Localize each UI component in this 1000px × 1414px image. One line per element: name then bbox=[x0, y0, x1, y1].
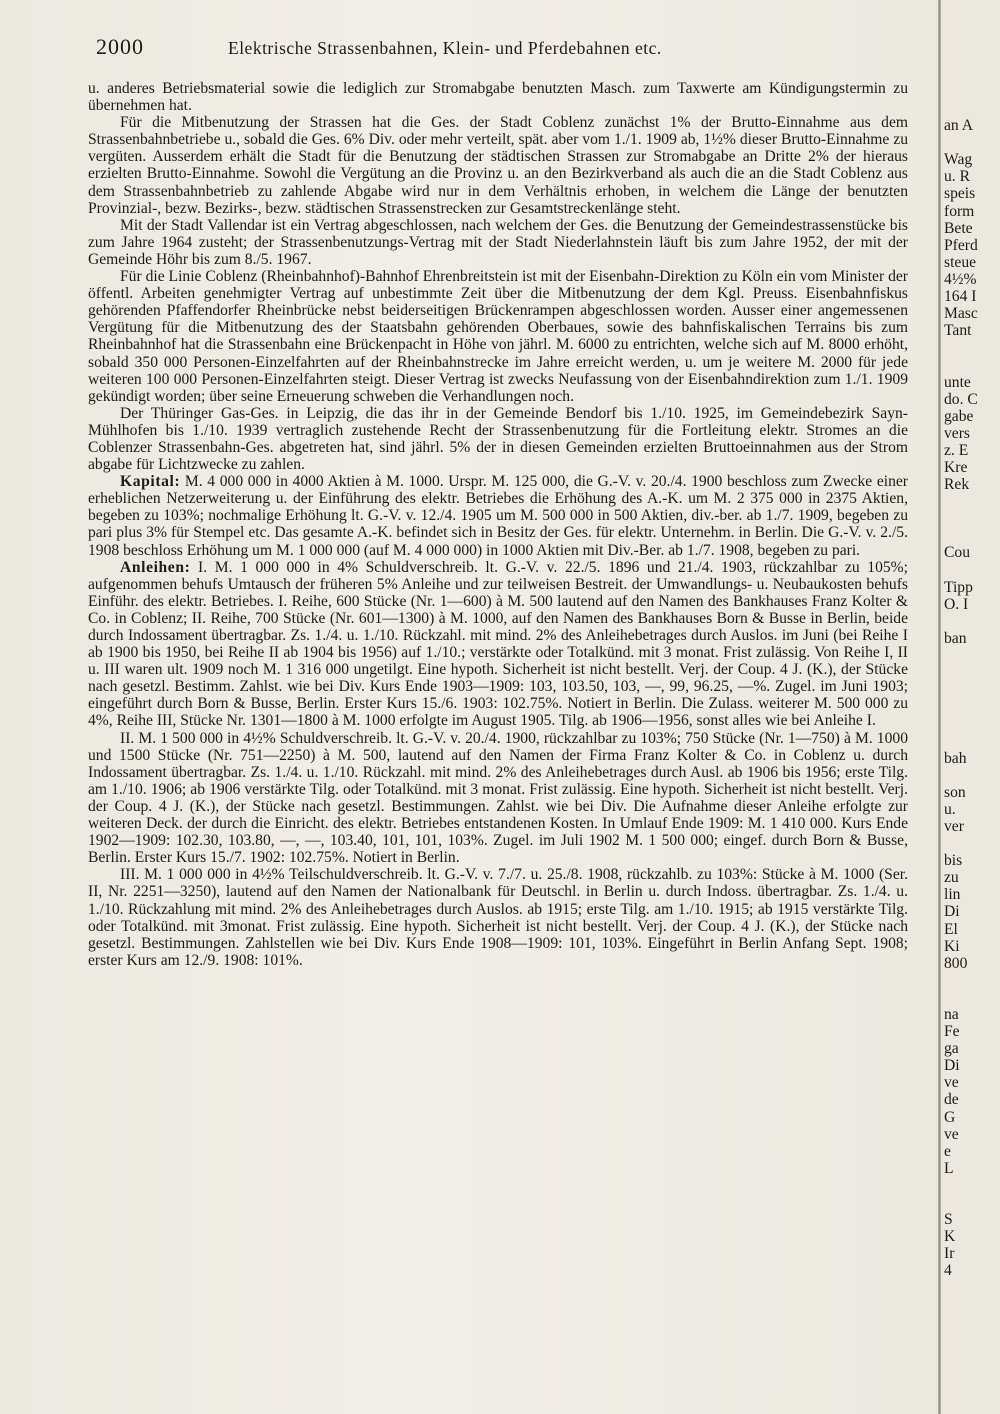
adjacent-page-edge bbox=[944, 100, 1000, 1400]
edge-fragment: 4½% bbox=[944, 270, 977, 288]
edge-fragment: O. I bbox=[944, 595, 969, 613]
edge-fragment: lin bbox=[944, 886, 961, 904]
edge-fragment bbox=[944, 972, 1000, 989]
edge-fragment bbox=[944, 134, 1000, 151]
edge-fragment bbox=[944, 835, 1000, 852]
edge-fragment bbox=[944, 613, 1000, 630]
edge-fragment: steue bbox=[944, 253, 977, 271]
edge-fragment: bis bbox=[944, 852, 963, 870]
edge-fragment: u. R bbox=[944, 168, 970, 186]
paragraph-text: M. 4 000 000 in 4000 Aktien à M. 1000. Urspr. M. 125 000, die G.-V. v. 20./4. 1900 beschloss zum Zwecke einer erheblichen Netzerweiterung u. der Einführung des elektr. Betriebes die Erhöhung des A.-K. um M. 2 375 000 in 2375 Aktien, begeben zu 103%; nochmalige Erhöhung lt. G.-V. v. 12./4. 1905 um M. 500 000 in 500 Aktien, div.-ber. ab 1./7. 1909, begeben zu pari plus 3% für Stempel etc. Das gesamte A.-K. befindet sich in Besitz der Ges. für elektr. Unternehm. in Berlin. Die G.-V. v. 2./5. 1908 beschloss Erhöhung um M. 1 000 000 (auf M. 4 000 000) in 1000 Aktien mit Div.-Ber. ab 1./7. 1908, begeben zu pari. bbox=[88, 473, 908, 559]
edge-fragment: El bbox=[944, 920, 958, 938]
edge-fragment: Tipp bbox=[944, 578, 973, 596]
paragraph bbox=[88, 268, 908, 405]
edge-fragment: gabe bbox=[944, 407, 974, 425]
edge-fragment: ve bbox=[944, 1125, 959, 1143]
edge-fragment: ver bbox=[944, 817, 964, 835]
paragraph-text: Der Thüringer Gas-Ges. in Leipzig, die das ihr in der Gemeinde Bendorf bis 1./10. 1925, im Gemeindebezirk Sayn-Mühlhofen bis 1./10. 1939 vertraglich zustehende Recht der Strassenbenutzung für die Fortleitung elektr. Stromes an die Coblenzer Strassenbahn-Ges. abgetreten hat, sind jährl. 5% der in diesen Gemeinden erzielten Bruttoeinnahmen aus der Strom abgabe für Lichtzwecke zu zahlen. bbox=[88, 404, 908, 474]
edge-fragment: Fe bbox=[944, 1023, 960, 1041]
edge-fragment bbox=[944, 681, 1000, 698]
paragraph-text: II. M. 1 500 000 in 4½% Schuldverschreib. lt. G.-V. v. 20./4. 1900, rückzahlbar zu 103%; 750 Stücke (Nr. 1—750) à M. 1000 und 1500 Stücke (Nr. 751—2250) à M. 500, lautend auf den Namen der Firma Franz Kolter & Co. in Coblenz u. durch Indossament übertragbar. Zs. 1./4. u. 1./10. Rückzahl. mit mind. 2% des Anleihebetrages durch Ausl. ab 1906 bis 1956; erste Tilg. am 1./10. 1906; ab 1906 verstärkte Tilg. oder Totalkünd. mit 3 monat. Frist zulässig. Eine hypoth. Sicherheit ist nicht bestellt. Verj. der Coup. 4 J. (K.), der Stücke nach gesetzl. Bestimmungen. Zahlst. wie bei Div. Die Aufnahme dieser Anleihe erfolgte zur weiteren Deck. der durch die Einricht. des elektr. Betriebes entstandenen Kosten. In Umlauf Ende 1909: M. 1 410 000. Kurs Ende 1902—1909: 102.30, 103.80, —, —, 103.40, 101, 101, 103%. Zugel. im Juli 1902 M. 1 500 000; eingef. durch Born & Busse, Berlin. Erster Kurs 15./7. 1902: 102.75%. Notiert in Berlin. bbox=[88, 729, 908, 867]
edge-fragment: Ir bbox=[944, 1245, 955, 1263]
edge-fragment bbox=[944, 356, 1000, 373]
edge-fragment: ga bbox=[944, 1040, 959, 1058]
edge-fragment: vers bbox=[944, 424, 970, 442]
page-gutter bbox=[938, 0, 941, 1414]
edge-fragment: z. E bbox=[944, 441, 969, 459]
paragraph-text: III. M. 1 000 000 in 4½% Teilschuldverschreib. lt. G.-V. v. 7./7. u. 25./8. 1908, rückzahlb. zu 103%: Stücke à M. 1000 (Ser. II, Nr. 2251—3250), lautend auf den Namen der Nationalbank für Deutschl. in Berlin u. durch Indoss. übertragbar. Zs. 1./4. u. 1./10. Rückzahlung mit mind. 2% des Anleihebetrages durch Auslos. ab 1915; erste Tilg. am 1./10. 1915; ab 1915 verstärkte Tilg. oder Totalkünd. mit 3monat. Frist zulässig. Eine hypoth. Sicherheit ist nicht bestellt. Verj. der Coup. 4 J. (K.), der Stücke nach gesetzl. Bestimmungen. Zahlstellen wie bei Div. Kurs Ende 1908—1909: 101, 103%. Eingeführt in Berlin Anfang Sept. 1908; erster Kurs am 12./9. 1908: 101%. bbox=[88, 866, 908, 969]
edge-fragment: na bbox=[944, 1005, 959, 1023]
edge-fragment bbox=[944, 1177, 1000, 1194]
edge-fragment: u. bbox=[944, 800, 956, 818]
edge-fragment: G bbox=[944, 1108, 956, 1126]
paragraph bbox=[88, 405, 908, 473]
edge-fragment bbox=[944, 698, 1000, 715]
page-header bbox=[88, 34, 928, 64]
edge-fragment: 800 bbox=[944, 954, 968, 972]
edge-fragment: Pferd bbox=[944, 236, 978, 254]
edge-fragment: K bbox=[944, 1228, 956, 1246]
paragraph bbox=[88, 114, 908, 217]
edge-fragment: ban bbox=[944, 629, 967, 647]
edge-fragment bbox=[944, 664, 1000, 681]
section-lead: Anleihen: bbox=[120, 558, 191, 576]
edge-fragment: S bbox=[944, 1211, 953, 1229]
page-number: 2000 bbox=[96, 34, 144, 59]
edge-fragment bbox=[944, 767, 1000, 784]
edge-fragment: Masc bbox=[944, 305, 978, 323]
edge-fragment: 164 I bbox=[944, 288, 977, 306]
edge-fragment: Kre bbox=[944, 458, 968, 476]
edge-fragment: de bbox=[944, 1091, 959, 1109]
edge-fragment bbox=[944, 493, 1000, 510]
edge-fragment bbox=[944, 647, 1000, 664]
edge-fragment: do. C bbox=[944, 390, 978, 408]
edge-fragment bbox=[944, 339, 1000, 356]
edge-fragment bbox=[944, 732, 1000, 749]
edge-fragment bbox=[944, 1194, 1000, 1211]
paragraph-text: u. anderes Betriebsmaterial sowie die lediglich zur Stromabgabe benutzten Masch. zum Taxwerte am Kündigungstermin zu übernehmen hat. bbox=[88, 80, 908, 115]
paragraph-text: Für die Linie Coblenz (Rheinbahnhof)-Bahnhof Ehrenbreitstein ist mit der Eisenbahn-Direktion zu Köln ein vom Minister der öffentl. Arbeiten genehmigter Vertrag auf unbestimmte Zeit über die Mitbenutzung der dem Kgl. Preuss. Eisenbahnfiskus gehörenden Pfaffendorfer Rheinbrücke nebst beiderseitigen Brückenrampen abgeschlossen worden. Ausser einer angemessenen Vergütung für die Mitbenutzung des der Staatsbahn gehörenden Oberbaues, sowie des bahnfiskalischen Terrains bis zum Rheinbahnhof hat die Strassenbahn eine Brückenpacht in Höhe von jährl. M. 6000 zu entrichten, welche sich auf M. 8000 erhöht, sobald 350 000 Personen-Einzelfahrten auf der Rheinbahnstrecke im Jahre erreicht werden, u. um je weitere M. 2000 für jede weiteren 100 000 Personen-Einzelfahrten steigt. Dieser Vertrag ist zwecks Neufassung von der Eisenbahndirektion zum 1./1. 1909 gekündigt worden; über seine Erneuerung schweben die Verhandlungen noch. bbox=[88, 268, 908, 405]
edge-fragment: son bbox=[944, 783, 966, 801]
edge-fragment bbox=[944, 527, 1000, 544]
edge-fragment: unte bbox=[944, 373, 971, 391]
edge-fragment: speis bbox=[944, 185, 976, 203]
section-lead: Kapital: bbox=[120, 473, 181, 491]
paragraph bbox=[88, 559, 908, 730]
paragraph bbox=[88, 217, 908, 268]
paragraph bbox=[88, 866, 908, 969]
edge-fragment bbox=[944, 510, 1000, 527]
edge-fragment bbox=[944, 562, 1000, 579]
edge-fragment: Ki bbox=[944, 937, 960, 955]
paragraph bbox=[88, 473, 908, 558]
edge-fragment: L bbox=[944, 1159, 954, 1177]
edge-fragment: Tant bbox=[944, 322, 972, 340]
edge-fragment: bah bbox=[944, 749, 967, 767]
paragraph-text: I. M. 1 000 000 in 4% Schuldverschreib. lt. G.-V. v. 22./5. 1896 und 21./4. 1903, rückzahlbar zu 105%; aufgenommen behufs Umtausch der früheren 5% Anleihe und zur teilweisen Bestreit. der Umwandlungs- u. Neubaukosten behufs Einführ. des elektr. Betriebes. I. Reihe, 600 Stücke (Nr. 1—600) à M. 500 lautend auf den Namen des Bankhauses Franz Kolter & Co. in Coblenz; II. Reihe, 700 Stücke (Nr. 601—1300) à M. 1000, auf den Namen des Bankhauses Born & Busse in Berlin, beide durch Indossament übertragbar. Zs. 1./4. u. 1./10. Rückzahl. mit mind. 2% des Anleihebetrages durch Auslos. im Juni (bei Reihe I ab 1900 bis 1950, bei Reihe II ab 1904 bis 1956) auf 1./10.; verstärkte oder Totalkünd. mit 3 monat. Frist zulässig. Von Reihe I, II u. III waren ult. 1909 noch M. 1 316 000 ungetilgt. Eine hypoth. Sicherheit ist nicht bestellt. Verj. der Coup. 4 J. (K.), der Stücke nach gesetzl. Bestimm. Zahlst. wie bei Div. Kurs Ende 1903—1909: 103, 103.50, 103, —, 99, 96.25, —%. Zugel. im Juni 1903; eingeführt durch Born & Busse, Berlin. Erster Kurs 15./6. 1903: 102.75%. Notiert in Berlin. Die Zulass. weiterer M. 500 000 zu 4%, Reihe III, Stücke Nr. 1301—1800 à M. 1000 erfolgte im August 1905. Tilg. ab 1906—1956, sonst alles wie bei Anleihe I. bbox=[88, 558, 908, 730]
edge-fragment: 4 bbox=[944, 1262, 952, 1280]
edge-fragment: e bbox=[944, 1142, 951, 1160]
paragraph-text: Für die Mitbenutzung der Strassen hat die Ges. der Stadt Coblenz zunächst 1% der Brutto-Einnahme aus dem Strassenbahnbetriebe u., sobald die Ges. 6% Div. oder mehr verteilt, spät. aber vom 1./1. 1909 ab, 1½% dieser Brutto-Einnahme zu vergüten. Ausserdem erhält die Stadt für die Benutzung der städtischen Strassen zur Stromabgabe an Dritte 2% der hieraus erzielten Brutto-Einnahme. Sowohl die Vergütung an die Provinz u. an den Bezirkverband als auch die an die Stadt Coblenz aus dem Strassenbahnbetrieb zu zahlende Abgabe wird nur in dem Verhältnis erhoben, in welchem die Länge der benutzten Provinzial-, bezw. Bezirks-, bezw. städtischen Strassenstrecken zur Gesamtstreckenlänge steht. bbox=[88, 114, 908, 217]
edge-fragment bbox=[944, 989, 1000, 1006]
running-title: Elektrische Strassenbahnen, Klein- und Pferdebahnen etc. bbox=[228, 38, 662, 58]
paragraph-text: Mit der Stadt Vallendar ist ein Vertrag abgeschlossen, nach welchem der Ges. die Benutzung der Gemeindestrassenstücke bis zum Jahre 1964 zusteht; der Strassenbenutzungs-Vertrag mit der Stadt Niederlahnstein läuft bis zum Jahre 1952, der mit der Gemeinde Höhr bis zum 8./5. 1967. bbox=[88, 216, 908, 268]
edge-fragment: Di bbox=[944, 1057, 960, 1075]
paragraph bbox=[88, 80, 908, 114]
text-column bbox=[88, 80, 908, 969]
edge-fragment bbox=[944, 100, 1000, 117]
edge-fragment: Cou bbox=[944, 544, 970, 562]
edge-fragment: Bete bbox=[944, 219, 973, 237]
edge-fragment: ve bbox=[944, 1074, 959, 1092]
edge-fragment: zu bbox=[944, 869, 959, 887]
edge-fragment: Di bbox=[944, 903, 960, 921]
edge-fragment: an A bbox=[944, 117, 974, 135]
paragraph bbox=[88, 730, 908, 867]
edge-fragment: Wag bbox=[944, 151, 973, 169]
edge-fragment bbox=[944, 715, 1000, 732]
edge-fragment: form bbox=[944, 202, 975, 220]
edge-fragment: Rek bbox=[944, 476, 970, 494]
